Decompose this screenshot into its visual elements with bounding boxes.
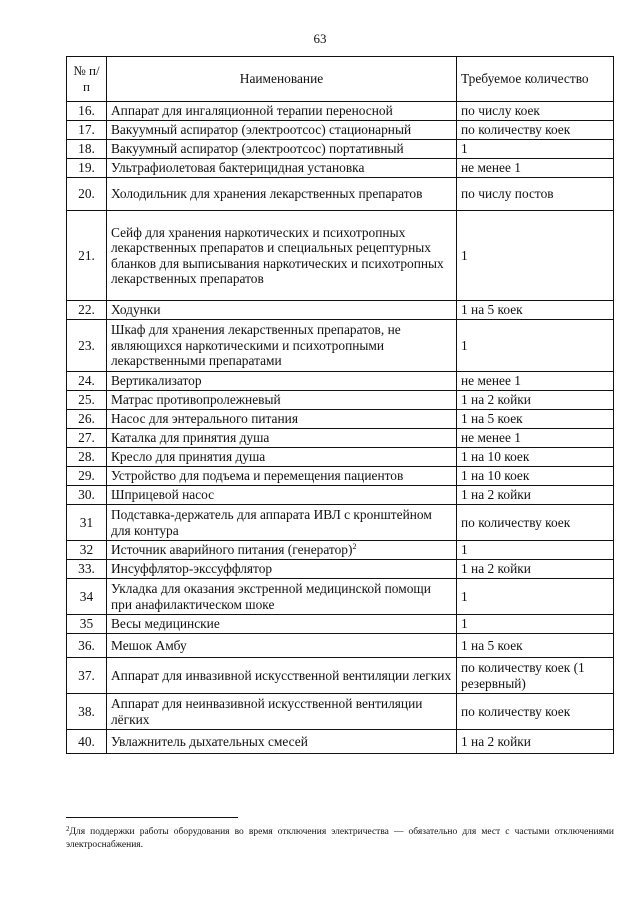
row-number: 16. xyxy=(67,102,107,121)
row-number: 24. xyxy=(67,372,107,391)
row-name-text: Весы медицинские xyxy=(111,616,220,632)
table-body xyxy=(67,102,614,754)
table-row xyxy=(67,658,614,694)
table-row xyxy=(67,730,614,754)
row-name xyxy=(107,301,457,320)
row-number: 28. xyxy=(67,448,107,467)
row-number: 40. xyxy=(67,730,107,754)
row-number: 31 xyxy=(67,505,107,541)
table-row xyxy=(67,634,614,658)
row-quantity: не менее 1 xyxy=(457,372,614,391)
row-number: 21. xyxy=(67,211,107,301)
table-row xyxy=(67,560,614,579)
row-name xyxy=(107,615,457,634)
row-name-text: Холодильник для хранения лекарственных препаратов xyxy=(111,186,423,202)
row-number: 37. xyxy=(67,658,107,694)
row-name-text: Ходунки xyxy=(111,302,161,318)
row-number: 30. xyxy=(67,486,107,505)
table-header-row xyxy=(67,57,614,102)
row-number: 35 xyxy=(67,615,107,634)
table-row xyxy=(67,486,614,505)
footnote-text: Для поддержки работы оборудования во время отключения электричества — обязательно для мест с частыми отключениями электроснабжения. xyxy=(66,827,614,850)
row-number: 33. xyxy=(67,560,107,579)
row-name xyxy=(107,391,457,410)
row-name-text: Вертикализатор xyxy=(111,373,202,389)
table-row xyxy=(67,178,614,211)
row-quantity: по количеству коек xyxy=(457,694,614,730)
table-row xyxy=(67,102,614,121)
table-row xyxy=(67,372,614,391)
row-number: 38. xyxy=(67,694,107,730)
row-name xyxy=(107,505,457,541)
row-quantity: 1 xyxy=(457,211,614,301)
table-row xyxy=(67,579,614,615)
row-name xyxy=(107,372,457,391)
row-name xyxy=(107,320,457,372)
table-row xyxy=(67,410,614,429)
row-name xyxy=(107,410,457,429)
row-quantity: 1 xyxy=(457,541,614,560)
row-quantity: не менее 1 xyxy=(457,429,614,448)
table-row xyxy=(67,615,614,634)
row-quantity: по числу коек xyxy=(457,102,614,121)
row-name xyxy=(107,730,457,754)
row-number: 22. xyxy=(67,301,107,320)
row-name-text: Инсуффлятор-экссуффлятор xyxy=(111,561,273,577)
table-row xyxy=(67,467,614,486)
row-name-text: Источник аварийного питания (генератор) xyxy=(111,542,353,558)
row-quantity: 1 xyxy=(457,579,614,615)
table-row xyxy=(67,448,614,467)
row-quantity: не менее 1 xyxy=(457,159,614,178)
row-quantity: 1 на 5 коек xyxy=(457,301,614,320)
row-name xyxy=(107,178,457,211)
row-name-text: Насос для энтерального питания xyxy=(111,411,298,427)
row-quantity: 1 на 2 койки xyxy=(457,391,614,410)
row-name xyxy=(107,467,457,486)
row-quantity: по числу постов xyxy=(457,178,614,211)
table-row xyxy=(67,211,614,301)
row-quantity: 1 xyxy=(457,320,614,372)
row-name-text: Аппарат для неинвазивной искусственной вентиляции лёгких xyxy=(111,696,423,727)
row-number: 32 xyxy=(67,541,107,560)
row-name xyxy=(107,159,457,178)
row-number: 36. xyxy=(67,634,107,658)
row-quantity: 1 xyxy=(457,140,614,159)
row-name-text: Подставка-держатель для аппарата ИВЛ с кронштейном для контура xyxy=(111,507,432,538)
row-number: 23. xyxy=(67,320,107,372)
table-row xyxy=(67,320,614,372)
footnote-reference: 2 xyxy=(352,542,357,552)
row-name xyxy=(107,121,457,140)
row-name xyxy=(107,102,457,121)
footnote-marker: 2 xyxy=(66,825,70,833)
row-quantity: 1 на 2 койки xyxy=(457,486,614,505)
equipment-table xyxy=(66,56,614,754)
row-name xyxy=(107,541,457,560)
row-number: 34 xyxy=(67,579,107,615)
header-num: № п/п xyxy=(67,57,107,102)
row-name xyxy=(107,486,457,505)
row-name-text: Вакуумный аспиратор (электроотсос) стационарный xyxy=(111,122,412,138)
row-name-text: Мешок Амбу xyxy=(111,637,187,653)
row-name xyxy=(107,211,457,301)
footnote xyxy=(66,823,614,852)
row-name xyxy=(107,448,457,467)
row-quantity: 1 на 10 коек xyxy=(457,467,614,486)
row-name-text: Шприцевой насос xyxy=(111,487,215,503)
row-name-text: Ультрафиолетовая бактерицидная установка xyxy=(111,160,365,176)
table-row xyxy=(67,541,614,560)
row-name xyxy=(107,560,457,579)
row-name-text: Увлажнитель дыхательных смесей xyxy=(111,733,308,749)
row-name-text: Вакуумный аспиратор (электроотсос) портативный xyxy=(111,141,404,157)
row-quantity: 1 на 5 коек xyxy=(457,634,614,658)
table-row xyxy=(67,694,614,730)
row-quantity: 1 xyxy=(457,615,614,634)
row-number: 19. xyxy=(67,159,107,178)
row-name-text: Укладка для оказания экстренной медицинской помощи при анафилактическом шоке xyxy=(111,581,431,612)
table-row xyxy=(67,429,614,448)
row-number: 20. xyxy=(67,178,107,211)
row-name-text: Шкаф для хранения лекарственных препаратов, не являющихся наркотическими и психотропными лекарственными препаратами xyxy=(111,322,401,369)
row-number: 17. xyxy=(67,121,107,140)
row-name-text: Аппарат для ингаляционной терапии переносной xyxy=(111,103,393,119)
row-name xyxy=(107,579,457,615)
table-row xyxy=(67,140,614,159)
row-name xyxy=(107,634,457,658)
row-number: 18. xyxy=(67,140,107,159)
footnote-divider xyxy=(66,817,238,818)
row-name-text: Матрас противопролежневый xyxy=(111,392,281,408)
table-row xyxy=(67,505,614,541)
row-name-text: Аппарат для инвазивной искусственной вентиляции легких xyxy=(111,667,452,683)
header-quantity: Требуемое количество xyxy=(457,57,614,102)
page-number: 63 xyxy=(313,31,327,46)
table-row xyxy=(67,159,614,178)
row-name xyxy=(107,140,457,159)
table-row xyxy=(67,301,614,320)
row-name xyxy=(107,658,457,694)
header-name: Наименование xyxy=(107,57,457,102)
row-name-text: Кресло для принятия душа xyxy=(111,449,266,465)
row-name-text: Каталка для принятия душа xyxy=(111,430,270,446)
row-quantity: 1 на 10 коек xyxy=(457,448,614,467)
row-name-text: Устройство для подъема и перемещения пациентов xyxy=(111,468,404,484)
row-quantity: 1 на 2 койки xyxy=(457,560,614,579)
row-number: 26. xyxy=(67,410,107,429)
row-name-text: Сейф для хранения наркотических и психотропных лекарственных препаратов и специальных рецептурных бланков для выписывания наркотических и психотропных лекарственных препаратов xyxy=(111,224,444,286)
row-quantity: по количеству коек (1 резервный) xyxy=(457,658,614,694)
row-number: 27. xyxy=(67,429,107,448)
row-number: 25. xyxy=(67,391,107,410)
row-quantity: 1 на 5 коек xyxy=(457,410,614,429)
row-name xyxy=(107,429,457,448)
table-row xyxy=(67,391,614,410)
row-quantity: по количеству коек xyxy=(457,121,614,140)
row-name xyxy=(107,694,457,730)
row-quantity: 1 на 2 койки xyxy=(457,730,614,754)
row-number: 29. xyxy=(67,467,107,486)
table-row xyxy=(67,121,614,140)
row-quantity: по количеству коек xyxy=(457,505,614,541)
